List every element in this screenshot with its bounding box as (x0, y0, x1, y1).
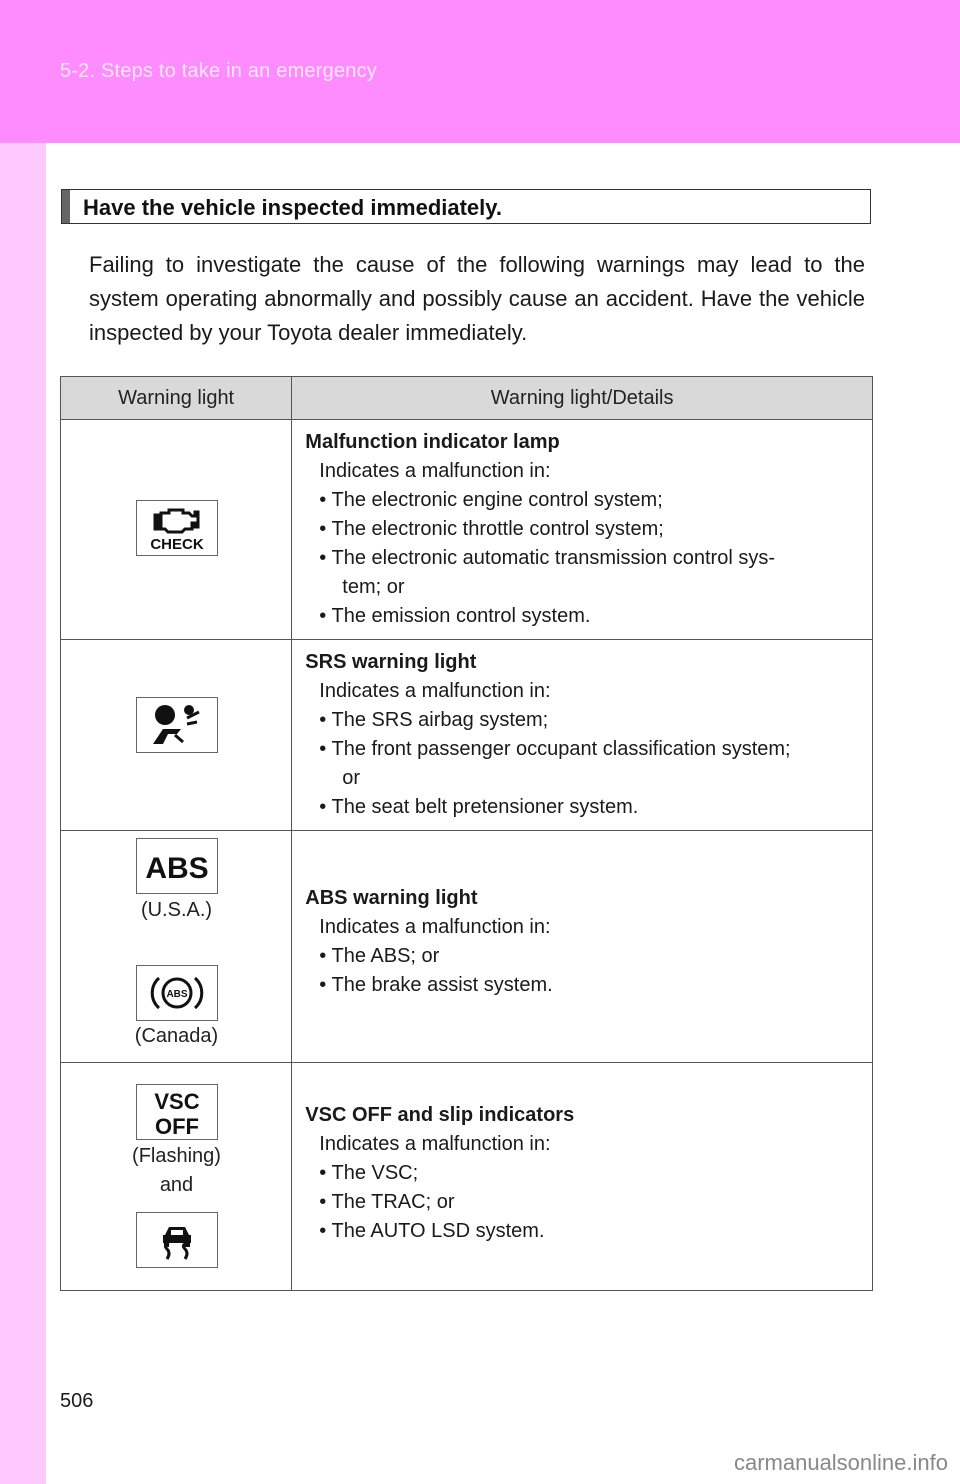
notice-heading (61, 189, 871, 224)
heading-bar (62, 190, 70, 223)
side-strip (0, 143, 46, 1484)
detail-cell (292, 420, 873, 640)
svg-text:OFF: OFF (155, 1114, 199, 1139)
bullet-item: • The electronic automatic transmission control sys- (319, 547, 775, 569)
column-header-details: Warning light/Details (292, 377, 873, 420)
icon-cell (61, 831, 292, 1063)
row-lead: Indicates a malfunction in: (319, 460, 551, 482)
bullet-item: • The emission control system. (319, 605, 591, 627)
abs-canada-icon (136, 965, 218, 1021)
notice-heading-text: Have the vehicle inspected immediately. (83, 195, 502, 220)
bullet-item: • The TRAC; or (319, 1191, 455, 1213)
row-lead: Indicates a malfunction in: (319, 916, 551, 938)
icon-cell (61, 640, 292, 831)
bullet-continuation: tem; or (342, 576, 405, 598)
row-lead: Indicates a malfunction in: (319, 1133, 551, 1155)
bullet-item: • The seat belt pretensioner system. (319, 796, 639, 818)
header-band (0, 0, 960, 143)
vsc-off-icon (136, 1084, 218, 1140)
watermark: carmanualsonline.info (733, 1450, 948, 1475)
detail-cell (292, 1063, 873, 1291)
table-header-row (61, 377, 873, 420)
bullet-item: • The electronic throttle control system; (319, 518, 664, 540)
detail-cell (292, 831, 873, 1063)
table-row (61, 640, 873, 831)
icon-cell (61, 420, 292, 640)
bullet-continuation: or (342, 767, 361, 789)
intro-paragraph: Failing to investigate the cause of the following warnings may lead to the system operating abnormally and possibly cause an accident. Have the vehicle inspected by your Toyota dealer immediately. (89, 252, 865, 345)
section-title: 5-2. Steps to take in an emergency (60, 60, 377, 82)
check-engine-icon (136, 500, 218, 556)
svg-text:CHECK: CHECK (150, 536, 204, 553)
row-title: ABS warning light (305, 887, 478, 909)
abs-usa-icon (136, 838, 218, 894)
detail-cell (292, 640, 873, 831)
bullet-item: • The SRS airbag system; (319, 709, 549, 731)
row-lead: Indicates a malfunction in: (319, 680, 551, 702)
table-row (61, 420, 873, 640)
bullet-item: • The VSC; (319, 1162, 419, 1184)
bullet-item: • The AUTO LSD system. (319, 1220, 545, 1242)
caption-flashing: (Flashing) (132, 1145, 221, 1167)
svg-text:ABS: ABS (166, 989, 188, 1000)
row-title: Malfunction indicator lamp (305, 431, 560, 453)
slip-indicator-icon (136, 1212, 218, 1268)
svg-text:ABS: ABS (145, 852, 209, 885)
svg-text:VSC: VSC (154, 1089, 200, 1114)
table-row (61, 831, 873, 1063)
icon-cell (61, 1063, 292, 1291)
caption-canada: (Canada) (134, 1025, 219, 1047)
caption-and: and (159, 1174, 194, 1196)
warning-table (60, 376, 873, 1291)
table-row (61, 1063, 873, 1291)
srs-airbag-icon (136, 697, 218, 753)
row-title: VSC OFF and slip indicators (305, 1104, 575, 1126)
bullet-item: • The electronic engine control system; (319, 489, 663, 511)
bullet-item: • The front passenger occupant classification system; (319, 738, 791, 760)
row-title: SRS warning light (305, 651, 477, 673)
column-header-warning-light: Warning light (61, 377, 292, 420)
bullet-item: • The brake assist system. (319, 974, 553, 996)
bullet-item: • The ABS; or (319, 945, 440, 967)
page-number: 506 (60, 1390, 94, 1412)
caption-usa: (U.S.A.) (140, 899, 213, 921)
